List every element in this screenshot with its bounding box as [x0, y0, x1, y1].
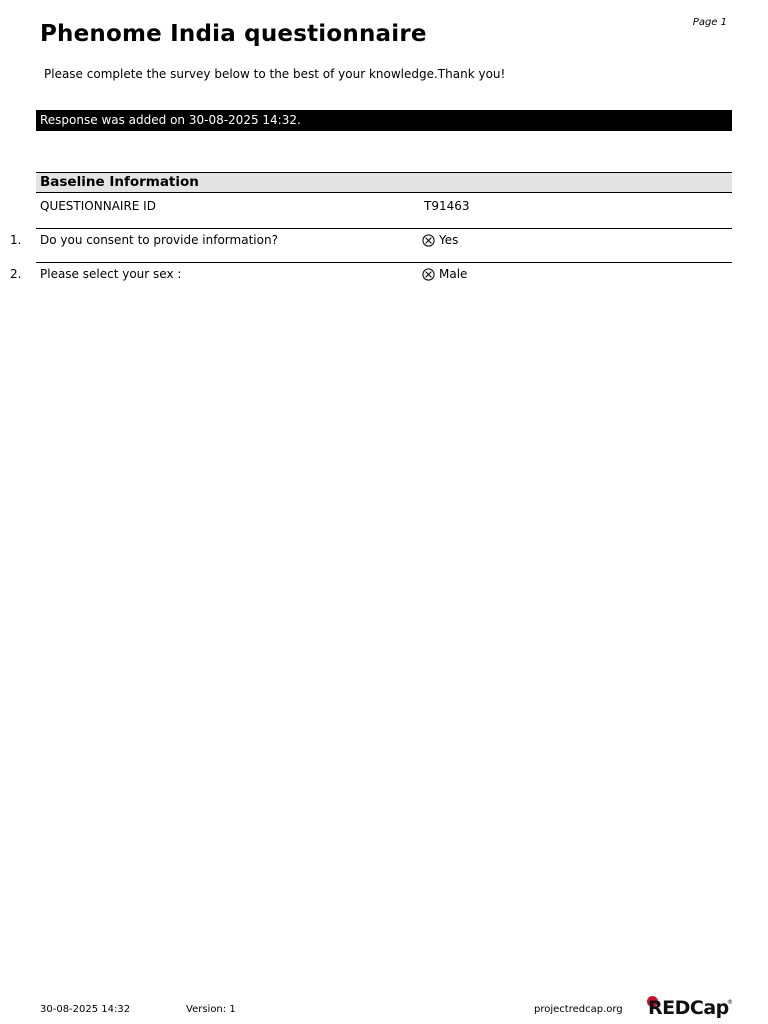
questionnaire-id-row	[36, 194, 732, 229]
section-header	[36, 172, 732, 193]
question-answer	[422, 233, 458, 247]
checked-radio-x-icon	[422, 234, 435, 247]
footer-site: projectredcap.org	[534, 1004, 623, 1015]
question-number: 2.	[10, 267, 22, 281]
redcap-logo-text: REDCap	[648, 997, 729, 1019]
page-title: Phenome India questionnaire	[40, 21, 427, 47]
question-row-sex	[10, 262, 732, 296]
section-title: Baseline Information	[40, 174, 199, 190]
registered-mark: ®	[727, 999, 733, 1006]
question-label: Please select your sex :	[40, 267, 182, 281]
survey-intro: Please complete the survey below to the best of your knowledge.Thank you!	[44, 67, 506, 81]
question-row-consent	[10, 228, 732, 263]
questionnaire-id-value: T91463	[424, 199, 470, 213]
question-answer	[422, 267, 467, 281]
answer-text: Yes	[439, 233, 459, 247]
question-label: Do you consent to provide information?	[40, 233, 278, 247]
response-timestamp-text: Response was added on 30-08-2025 14:32.	[40, 113, 301, 127]
response-timestamp-bar	[36, 110, 732, 131]
checked-radio-x-icon	[422, 268, 435, 281]
answer-text: Male	[439, 267, 468, 281]
questionnaire-id-label: QUESTIONNAIRE ID	[40, 199, 156, 213]
redcap-logo	[644, 994, 736, 1022]
footer-date: 30-08-2025 14:32	[40, 1004, 131, 1015]
question-number: 1.	[10, 233, 22, 247]
page-number: Page 1	[692, 17, 727, 28]
footer-version: Version: 1	[186, 1004, 236, 1015]
